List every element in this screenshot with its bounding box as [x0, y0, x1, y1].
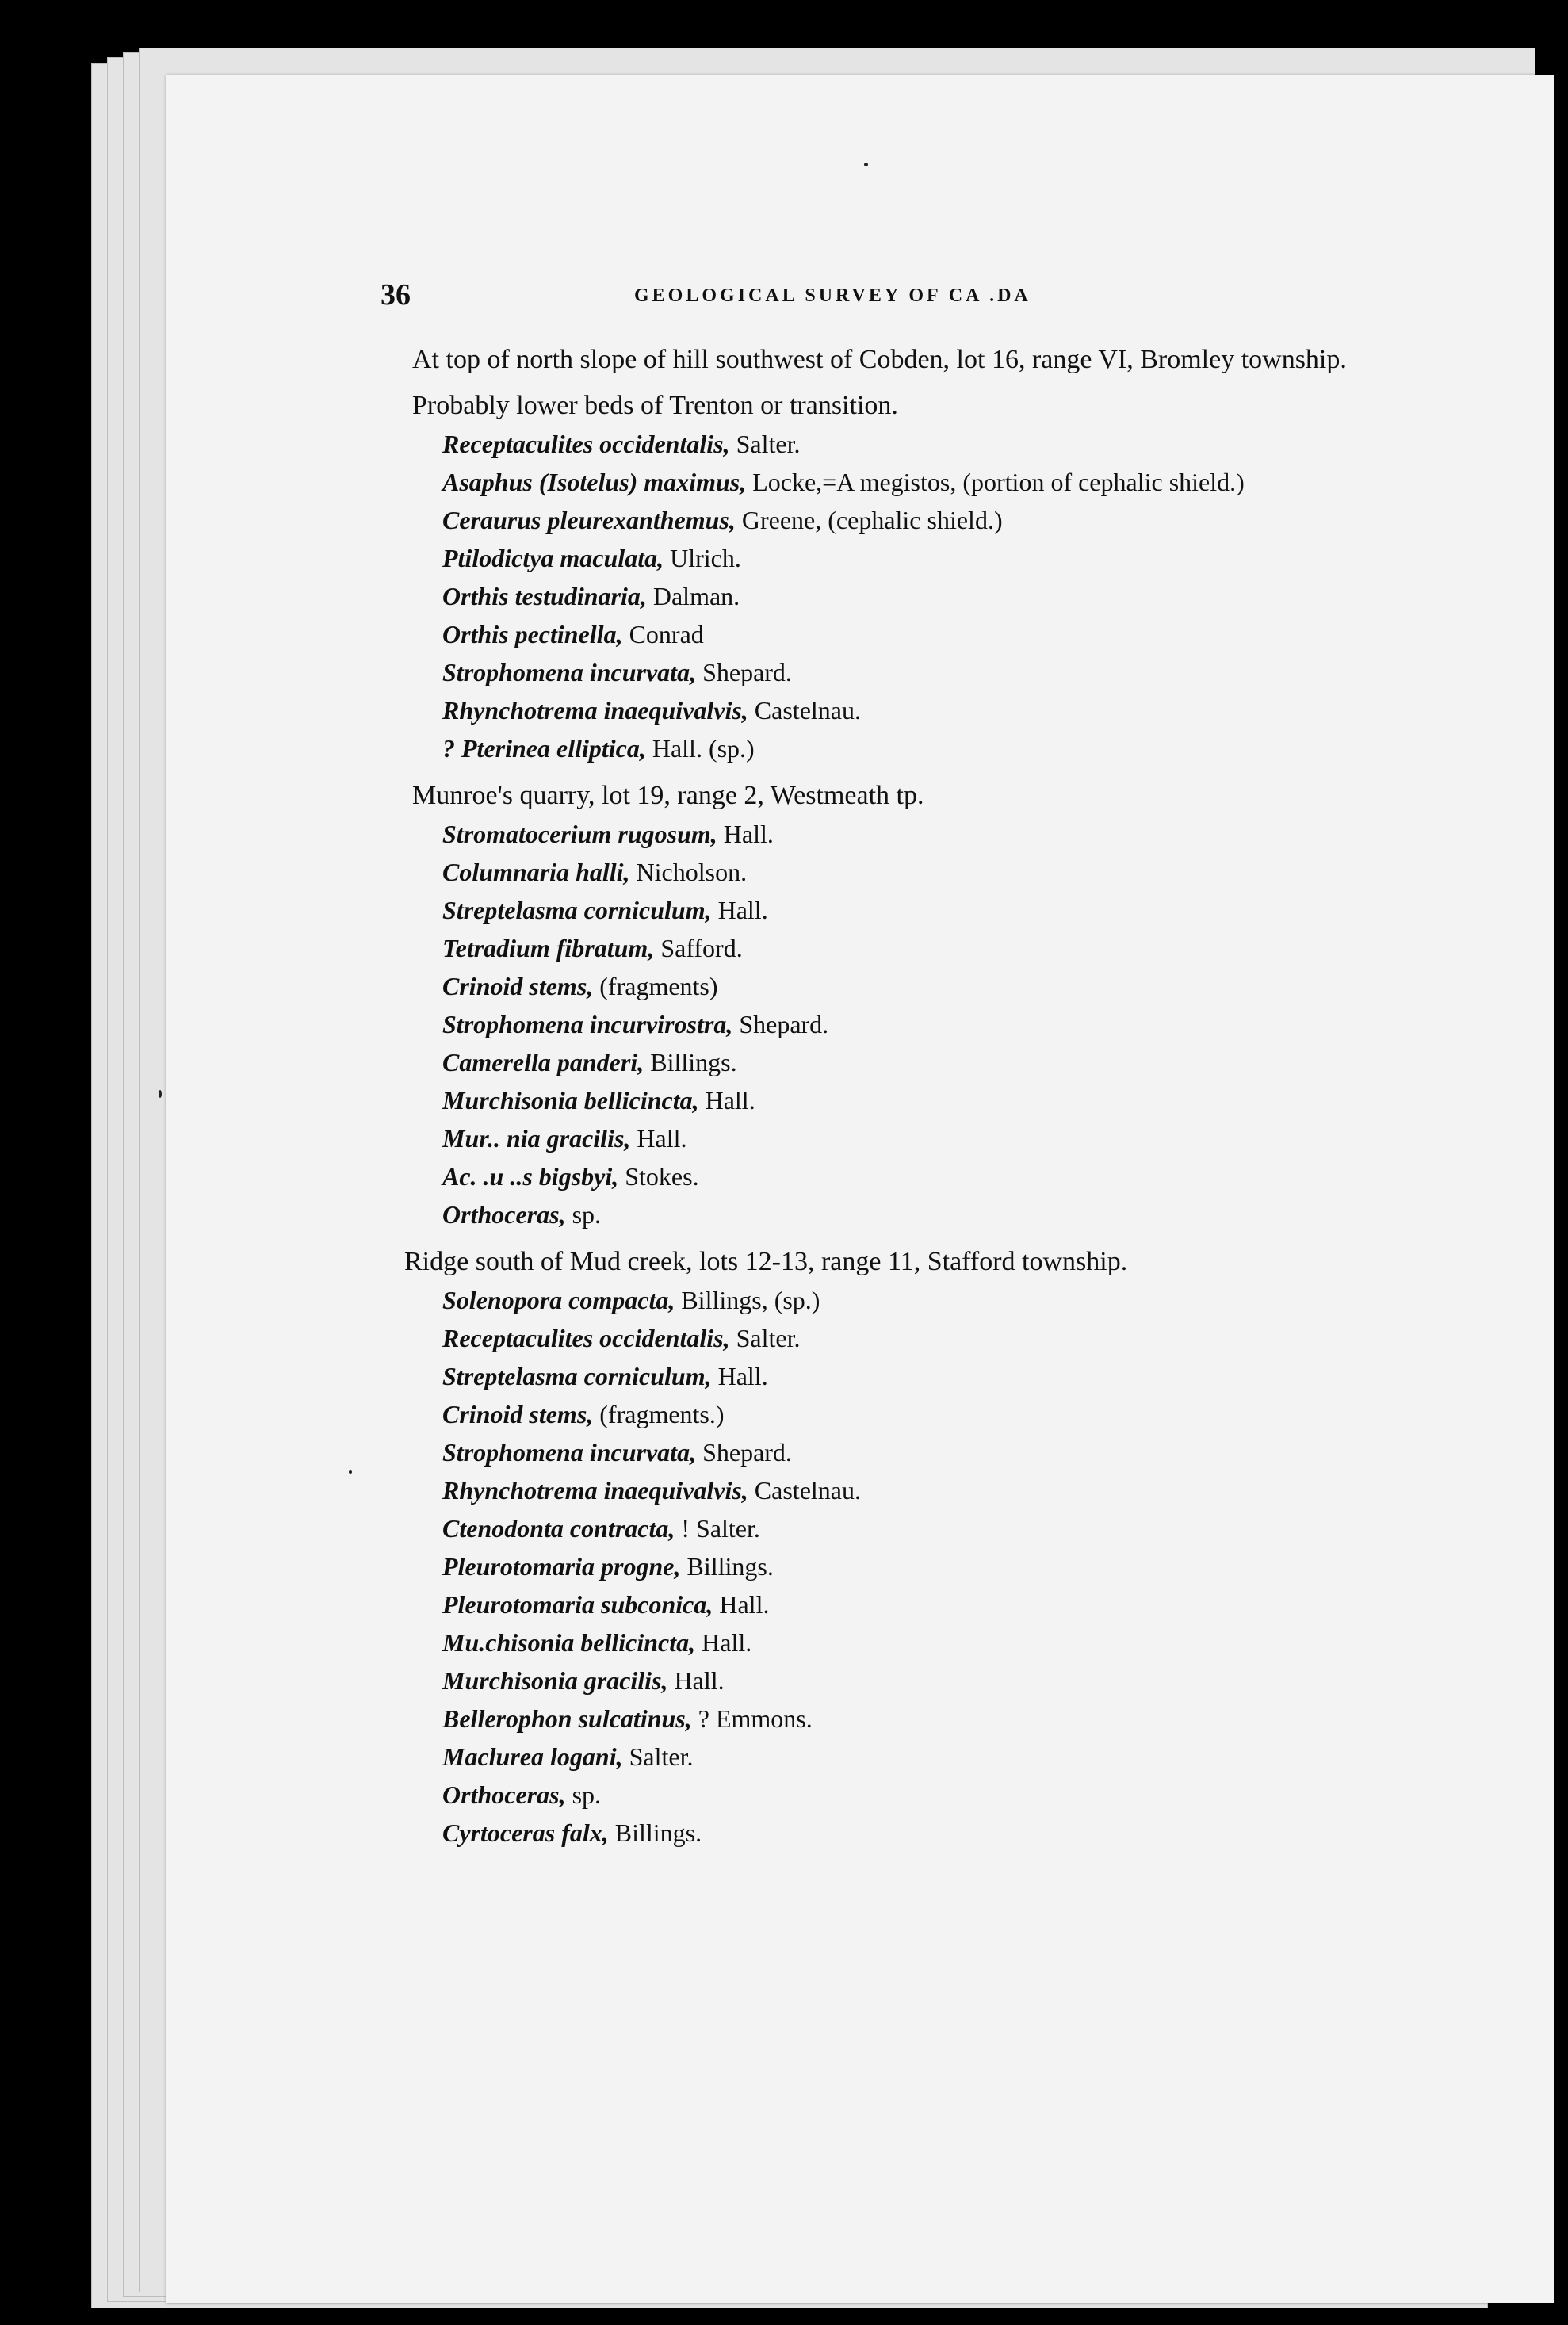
species-name: Tetradium fibratum, [442, 934, 655, 962]
list-item [442, 653, 1490, 691]
section-munroes-quarry [381, 777, 1490, 1233]
species-name: Orthis pectinella, [442, 620, 623, 648]
species-name: Pleurotomaria subconica, [442, 1590, 713, 1619]
species-name: Orthoceras, [442, 1780, 566, 1809]
list-item [442, 1319, 1490, 1357]
list-item [442, 1157, 1490, 1195]
species-name: Strophomena incurvirostra, [442, 1010, 733, 1038]
species-authority: ! Salter. [675, 1514, 760, 1543]
species-authority: Salter. [729, 1324, 801, 1352]
speck [159, 1090, 162, 1098]
species-name: Stromatocerium rugosum, [442, 820, 717, 848]
list-item [442, 1005, 1490, 1043]
species-authority: Billings. [644, 1048, 737, 1076]
list-item [442, 1509, 1490, 1547]
species-name: Cyrtoceras falx, [442, 1818, 609, 1847]
species-name: Streptelasma corniculum, [442, 1362, 712, 1390]
speck [864, 163, 868, 166]
list-item [442, 463, 1490, 501]
section-heading: Probably lower beds of Trenton or transition. [412, 391, 898, 420]
species-authority: Hall. (sp.) [645, 734, 755, 763]
list-item [442, 1738, 1490, 1776]
species-authority: Nicholson. [629, 858, 748, 886]
list-item [442, 1357, 1490, 1395]
species-authority: Locke,=A megistos, (portion of cephalic shield.) [746, 468, 1245, 496]
species-name: Rhynchotrema inaequivalvis, [442, 696, 748, 725]
running-head: GEOLOGICAL SURVEY OF CA .DA [634, 285, 1031, 306]
species-name: Orthis testudinaria, [442, 582, 647, 610]
page-content [381, 277, 1490, 1861]
list-item [442, 853, 1490, 891]
species-authority: Hall. [698, 1086, 755, 1115]
species-authority: Castelnau. [748, 1476, 861, 1505]
species-name: Ac. .u ..s bigsbyi, [442, 1162, 619, 1191]
species-name: Ptilodictya maculata, [442, 544, 664, 572]
species-authority: Hall. [713, 1590, 770, 1619]
species-authority: Hall. [667, 1666, 725, 1695]
species-authority: Salter. [729, 430, 801, 458]
species-name: Bellerophon sulcatinus, [442, 1704, 692, 1733]
species-name: Pleurotomaria progne, [442, 1552, 681, 1581]
list-item [442, 1119, 1490, 1157]
section-heading: Munroe's quarry, lot 19, range 2, Westmeath tp. [412, 781, 924, 810]
species-name: Solenopora compacta, [442, 1286, 675, 1314]
species-name: ? Pterinea elliptica, [442, 734, 646, 763]
fossil-list [381, 425, 1490, 767]
list-item [442, 501, 1490, 539]
species-authority: Billings. [608, 1818, 702, 1847]
page-header [381, 277, 1490, 333]
species-name: Strophomena incurvata, [442, 658, 697, 686]
section-trenton [381, 387, 1490, 767]
speck [349, 1470, 352, 1474]
list-item [442, 539, 1490, 577]
list-item [442, 1195, 1490, 1233]
list-item [442, 891, 1490, 929]
species-name: Streptelasma corniculum, [442, 896, 712, 924]
list-item [442, 1043, 1490, 1081]
species-name: Ctenodonta contracta, [442, 1514, 675, 1543]
species-authority: Ulrich. [664, 544, 741, 572]
list-item [442, 1700, 1490, 1738]
list-item [442, 729, 1490, 767]
species-authority: Safford. [654, 934, 743, 962]
species-authority: Hall. [695, 1628, 752, 1657]
species-name: Crinoid stems, [442, 972, 594, 1000]
species-name: Receptaculites occidentalis, [442, 430, 730, 458]
species-authority: Shepard. [732, 1010, 829, 1038]
species-name: Rhynchotrema inaequivalvis, [442, 1476, 748, 1505]
list-item [442, 1662, 1490, 1700]
species-name: Asaphus (Isotelus) maximus, [442, 468, 747, 496]
species-authority: Hall. [717, 820, 774, 848]
species-authority: Castelnau. [748, 696, 861, 725]
species-name: Orthoceras, [442, 1200, 566, 1229]
species-name: Maclurea logani, [442, 1742, 623, 1771]
species-name: Murchisonia gracilis, [442, 1666, 668, 1695]
list-item [442, 691, 1490, 729]
list-item [442, 929, 1490, 967]
species-name: Ceraurus pleurexanthemus, [442, 506, 736, 534]
species-name: Strophomena incurvata, [442, 1438, 697, 1467]
species-name: Columnaria halli, [442, 858, 630, 886]
species-authority: Hall. [711, 896, 768, 924]
species-name: Mu.chisonia bellicincta, [442, 1628, 696, 1657]
list-item [442, 815, 1490, 853]
fossil-list [381, 1281, 1490, 1852]
list-item [442, 1471, 1490, 1509]
species-name: Crinoid stems, [442, 1400, 594, 1428]
list-item [442, 577, 1490, 615]
page-number: 36 [381, 278, 411, 312]
section-mud-creek [381, 1243, 1490, 1852]
list-item [442, 425, 1490, 463]
species-authority: Billings. [680, 1552, 774, 1581]
fossil-list [381, 815, 1490, 1233]
species-name: Mur.. nia gracilis, [442, 1124, 631, 1153]
list-item [442, 1814, 1490, 1852]
species-name: Camerella panderi, [442, 1048, 644, 1076]
species-authority: Salter. [622, 1742, 694, 1771]
list-item [442, 1281, 1490, 1319]
list-item [442, 1395, 1490, 1433]
list-item [442, 1433, 1490, 1471]
species-authority: Shepard. [696, 658, 792, 686]
species-authority: Greene, (cephalic shield.) [735, 506, 1003, 534]
list-item [442, 1585, 1490, 1623]
species-authority: (fragments.) [593, 1400, 725, 1428]
list-item [442, 967, 1490, 1005]
section-heading: Ridge south of Mud creek, lots 12-13, range 11, Stafford township. [404, 1247, 1128, 1276]
list-item [442, 1081, 1490, 1119]
list-item [442, 1623, 1490, 1662]
species-authority: sp. [565, 1780, 602, 1809]
species-authority: Hall. [711, 1362, 768, 1390]
list-item [442, 1776, 1490, 1814]
species-name: Murchisonia bellicincta, [442, 1086, 699, 1115]
species-authority: Conrad [622, 620, 704, 648]
species-authority: ? Emmons. [691, 1704, 813, 1733]
intro-paragraph: At top of north slope of hill southwest of Cobden, lot 16, range VI, Bromley township. [412, 345, 1347, 374]
species-authority: (fragments) [593, 972, 718, 1000]
species-authority: Shepard. [696, 1438, 792, 1467]
list-item [442, 1547, 1490, 1585]
list-item [442, 615, 1490, 653]
species-authority: Hall. [630, 1124, 687, 1153]
species-authority: sp. [565, 1200, 602, 1229]
species-authority: Dalman. [646, 582, 740, 610]
species-authority: Stokes. [618, 1162, 699, 1191]
species-name: Receptaculites occidentalis, [442, 1324, 730, 1352]
species-authority: Billings, (sp.) [675, 1286, 820, 1314]
